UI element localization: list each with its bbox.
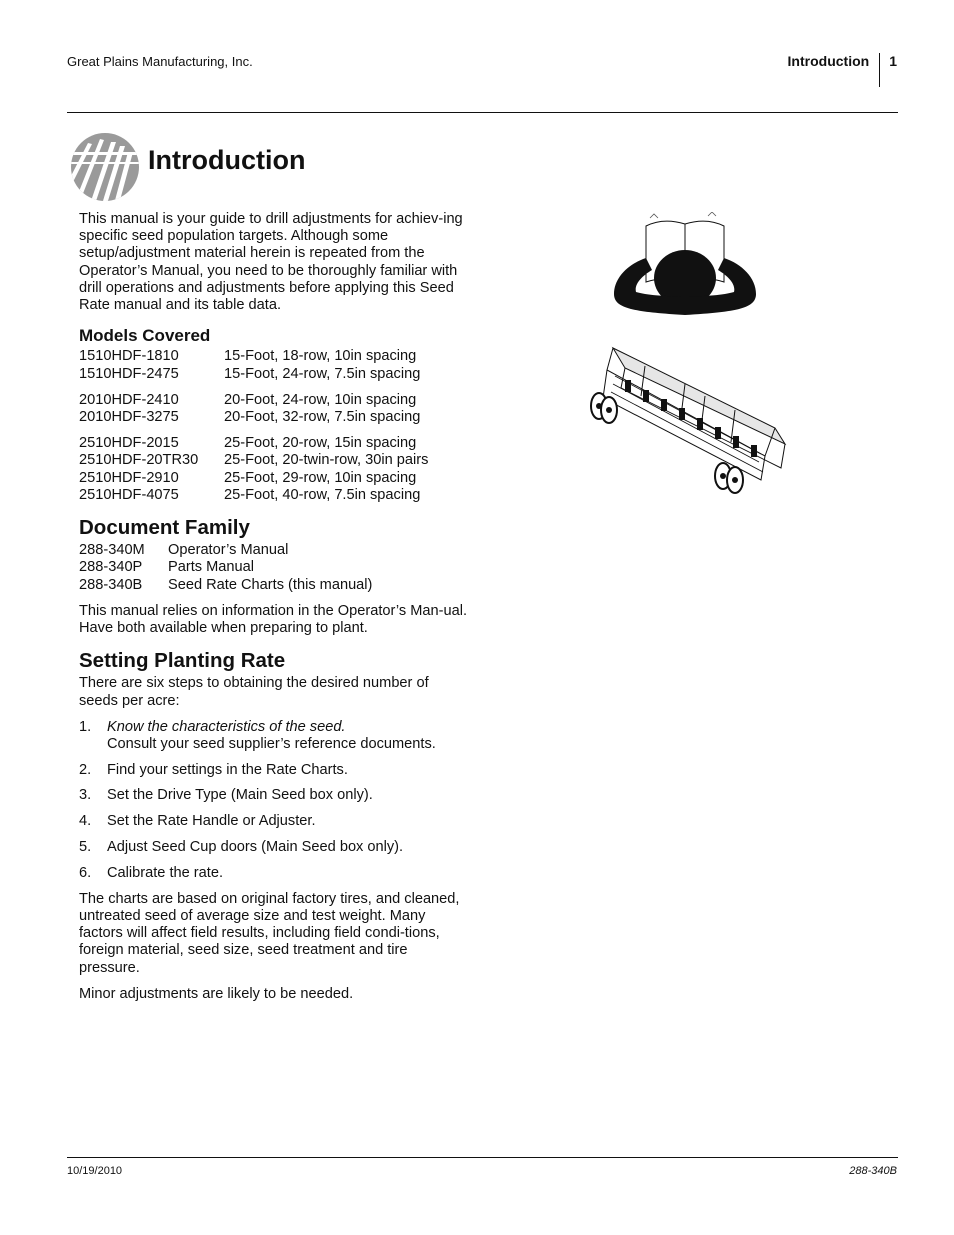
step-text: Adjust Seed Cup doors (Main Seed box only). (107, 838, 404, 855)
document-family-heading: Document Family (79, 516, 250, 540)
document-code: 288-340M (79, 542, 145, 559)
model-row (79, 348, 471, 365)
model-code: 1510HDF-2475 (79, 365, 179, 382)
seed-drill-illustration-icon (585, 340, 800, 500)
document-name: Operator’s Manual (168, 542, 289, 559)
model-desc: 20-Foot, 24-row, 10in spacing (224, 391, 417, 408)
model-row (79, 392, 471, 409)
charts-basis-paragraph: The charts are based on original factory tires, and cleaned, untreated seed of average size and test weight. Many factors will affect field results, including field condi-tions, foreign material, seed size, seed treatment and tire pressure. (79, 890, 460, 976)
page-title: Introduction (148, 145, 306, 175)
step-item (79, 813, 471, 830)
reading-manual-icon (610, 212, 760, 318)
model-desc: 25-Foot, 20-row, 15in spacing (224, 435, 417, 452)
model-row (79, 435, 471, 452)
document-family-note: This manual relies on information in the Operator’s Man-ual. Have both available when preparing to plant. (79, 602, 468, 637)
document-name: Seed Rate Charts (this manual) (168, 576, 373, 593)
intro-paragraph: This manual is your guide to drill adjustments for achiev-ing specific seed population targets. Although some setup/adjustment material herein is repeated from the Operator’s Manual, you need to be thoroughly familiar with drill operations and adjustments before applying this Seed Rate manual and its table data. (79, 211, 463, 314)
header-section (788, 53, 897, 87)
step-text: Know the characteristics of the seed. (107, 718, 346, 735)
page-number: 1 (889, 53, 897, 69)
step-number: 5. (79, 838, 92, 855)
step-content (107, 719, 436, 753)
document-code: 288-340P (79, 559, 143, 576)
models-group-2 (79, 392, 471, 426)
bottom-rule (67, 1157, 898, 1158)
step-number: 3. (79, 787, 92, 804)
model-code: 2510HDF-20TR30 (79, 452, 199, 469)
step-item (79, 787, 471, 804)
model-desc: 20-Foot, 32-row, 7.5in spacing (224, 409, 421, 426)
steps-intro: There are six steps to obtaining the desired number of seeds per acre: (79, 675, 429, 709)
models-covered-heading: Models Covered (79, 326, 211, 346)
document-code: 288-340B (79, 576, 143, 593)
model-code: 2010HDF-2410 (79, 391, 179, 408)
step-item (79, 865, 471, 882)
step-number: 2. (79, 761, 92, 778)
header-divider (879, 53, 880, 87)
step-item (79, 719, 471, 753)
model-desc: 15-Foot, 24-row, 7.5in spacing (224, 365, 421, 382)
step-subtext: Consult your seed supplier’s reference documents. (107, 736, 436, 753)
document-row (79, 559, 471, 576)
step-number: 1. (79, 718, 92, 735)
step-item (79, 762, 471, 779)
model-code: 2510HDF-2910 (79, 469, 179, 486)
model-desc: 25-Foot, 40-row, 7.5in spacing (224, 486, 421, 503)
header-company: Great Plains Manufacturing, Inc. (67, 54, 253, 69)
step-text: Set the Rate Handle or Adjuster. (107, 813, 316, 830)
models-group-3 (79, 435, 471, 504)
footer-doc-number: 288-340B (849, 1165, 897, 1177)
main-column (79, 211, 471, 1012)
step-number: 4. (79, 813, 92, 830)
model-row (79, 409, 471, 426)
model-row (79, 452, 471, 469)
document-row (79, 577, 471, 594)
model-row (79, 470, 471, 487)
document-name: Parts Manual (168, 559, 254, 576)
footer-date: 10/19/2010 (67, 1165, 123, 1177)
step-number: 6. (79, 864, 92, 881)
step-text: Find your settings in the Rate Charts. (107, 761, 348, 778)
model-code: 1510HDF-1810 (79, 348, 179, 365)
model-desc: 15-Foot, 18-row, 10in spacing (224, 348, 417, 365)
document-family-list (79, 542, 471, 594)
great-plains-logo-icon (70, 132, 140, 202)
models-group-1 (79, 348, 471, 382)
steps-list (79, 719, 471, 882)
model-row (79, 366, 471, 383)
model-code: 2510HDF-4075 (79, 486, 179, 503)
model-desc: 25-Foot, 20-twin-row, 30in pairs (224, 452, 429, 469)
model-code: 2510HDF-2015 (79, 435, 179, 452)
model-code: 2010HDF-3275 (79, 409, 179, 426)
minor-adjustments-paragraph: Minor adjustments are likely to be needed. (79, 985, 354, 1002)
header-section-title: Introduction (787, 53, 870, 69)
setting-planting-rate-heading: Setting Planting Rate (79, 649, 286, 673)
top-rule (67, 112, 898, 113)
step-item (79, 839, 471, 856)
model-desc: 25-Foot, 29-row, 10in spacing (224, 469, 417, 486)
step-text: Calibrate the rate. (107, 864, 224, 881)
step-text: Set the Drive Type (Main Seed box only). (107, 787, 373, 804)
document-row (79, 542, 471, 559)
model-row (79, 487, 471, 504)
